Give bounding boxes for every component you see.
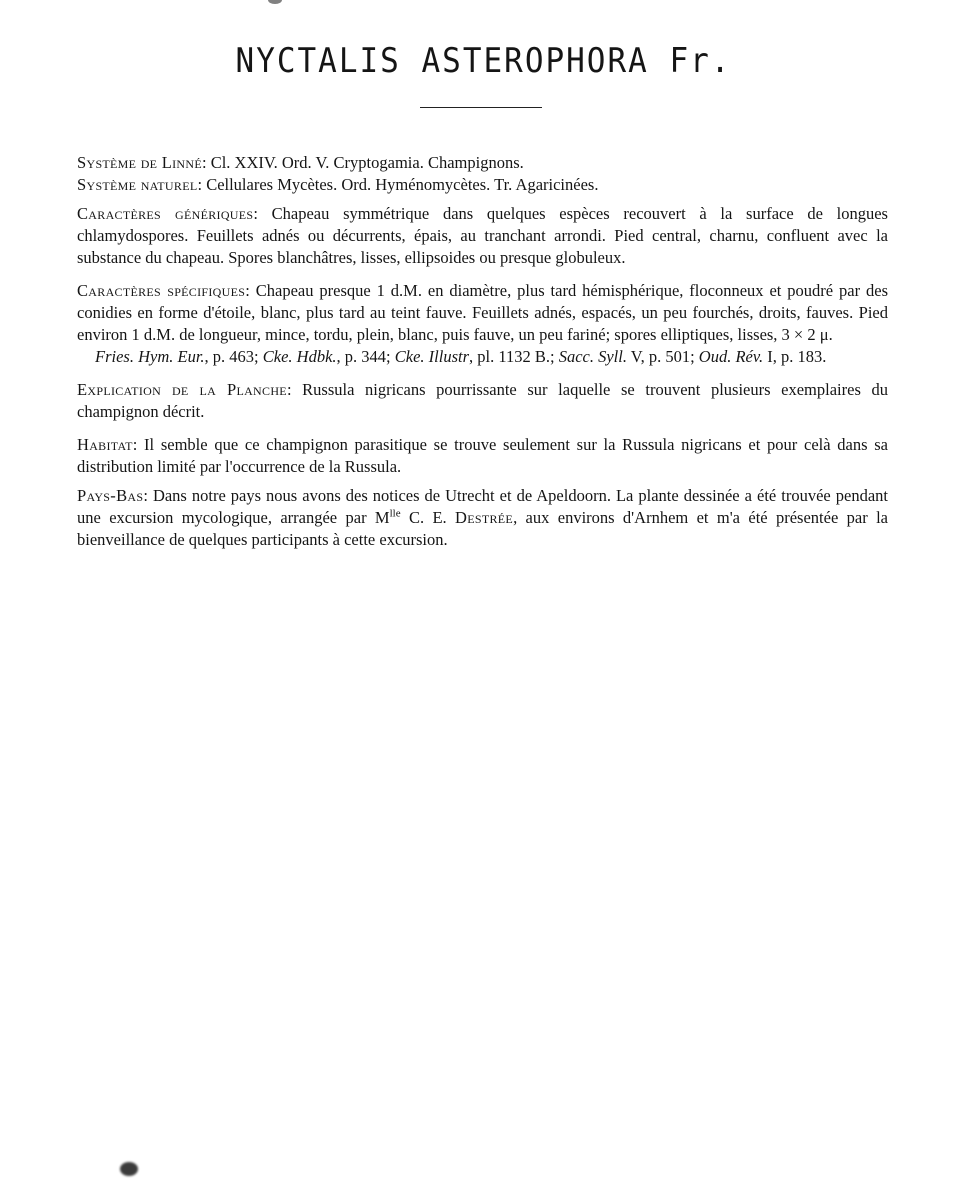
- person-name-destree: Destrée: [455, 508, 514, 527]
- document-body: [77, 152, 888, 551]
- heading-separator: :: [197, 175, 207, 194]
- reference-sacc-syll-page: V, p. 501;: [626, 347, 699, 366]
- paragraph-caracteres-generiques: [77, 203, 888, 269]
- heading-separator: :: [253, 204, 272, 223]
- reference-sacc-syll: Sacc. Syll.: [558, 347, 627, 366]
- heading-systeme-linne: Système de Linné: [77, 153, 202, 172]
- text-pays-bas-after: , aux environs d'Arnhem et m'a été présentée par la bienveillance de quelques participants à cette excursion.: [77, 508, 888, 549]
- heading-systeme-naturel: Système naturel: [77, 175, 198, 194]
- reference-oud-rev: Oud. Rév.: [698, 347, 764, 366]
- text-caracteres-generiques: Chapeau symmétrique dans quelques espèces recouvert à la surface de longues chlamydospores. Feuillets adnés ou décurrents, épais, au tranchant arrondi. Pied central, charnu, confluent avec la substance du chapeau. Spores blanchâtres, lisses, ellipsoides ou presque globuleux.: [77, 204, 888, 267]
- heading-caracteres-specifiques: Caractères spécifiques: [77, 281, 246, 300]
- references: [77, 346, 888, 368]
- paragraph-habitat: [77, 434, 888, 478]
- heading-separator: :: [132, 435, 145, 454]
- text-caracteres-specifiques: Chapeau presque 1 d.M. en diamètre, plus tard hémisphérique, floconneux et poudré par des conidies en forme d'étoile, blanc, plus tard au teint fauve. Feuillets adnés, espacés, un peu fourchés, droits, fauves. Pied environ 1 d.M. de longueur, mince, tordu, plein, blanc, puis fauve, un peu fariné; spores elliptiques, lisses, 3 × 2 μ.: [77, 281, 889, 344]
- ink-smudge-bottom: [120, 1162, 138, 1176]
- superscript-lle: lle: [389, 507, 401, 520]
- heading-explication-planche: Explication de la Planche: [77, 380, 287, 399]
- heading-pays-bas: Pays-Bas: [77, 486, 144, 505]
- text-systeme-linne: Cl. XXIV. Ord. V. Cryptogamia. Champignons.: [210, 153, 524, 172]
- title-divider: [420, 107, 542, 108]
- reference-cke-hdbk-page: , p. 344;: [336, 347, 395, 366]
- reference-cke-illustr-page: , pl. 1132 B.;: [469, 347, 559, 366]
- heading-caracteres-generiques: Caractères génériques: [77, 204, 254, 223]
- reference-fries-page: , p. 463;: [204, 347, 263, 366]
- reference-oud-rev-page: I, p. 183.: [763, 347, 827, 366]
- paragraph-systeme-linne: [77, 152, 888, 174]
- heading-separator: :: [245, 281, 256, 300]
- page-title: NYCTALIS ASTEROPHORA Fr.: [235, 42, 732, 81]
- reference-cke-illustr: Cke. Illustr: [394, 347, 469, 366]
- heading-separator: :: [143, 486, 153, 505]
- reference-cke-hdbk: Cke. Hdbk.: [262, 347, 337, 366]
- text-explication-planche: Russula nigricans pourrissante sur laquelle se trouvent plusieurs exemplaires du champignon décrit.: [77, 380, 888, 421]
- heading-habitat: Habitat: [77, 435, 133, 454]
- text-habitat: Il semble que ce champignon parasitique se trouve seulement sur la Russula nigricans et pour celà dans sa distribution limité par l'occurrence de la Russula.: [77, 435, 888, 476]
- text-systeme-naturel: Cellulares Mycètes. Ord. Hyménomycètes. Tr. Agaricinées.: [206, 175, 599, 194]
- text-pays-bas-before: Dans notre pays nous avons des notices de Utrecht et de Apeldoorn. La plante dessinée a été trouvée pendant une excursion mycologique, arrangée par M: [77, 486, 888, 527]
- paragraph-caracteres-specifiques: [77, 280, 888, 346]
- reference-fries: Fries. Hym. Eur.: [95, 347, 205, 366]
- paragraph-pays-bas: [77, 485, 888, 551]
- paragraph-systeme-naturel: [77, 174, 888, 196]
- ink-smudge-top: [268, 0, 282, 4]
- paragraph-explication-planche: [77, 379, 888, 423]
- heading-separator: :: [201, 153, 211, 172]
- heading-separator: :: [286, 380, 303, 399]
- text-pays-bas-mid: C. E.: [400, 508, 456, 527]
